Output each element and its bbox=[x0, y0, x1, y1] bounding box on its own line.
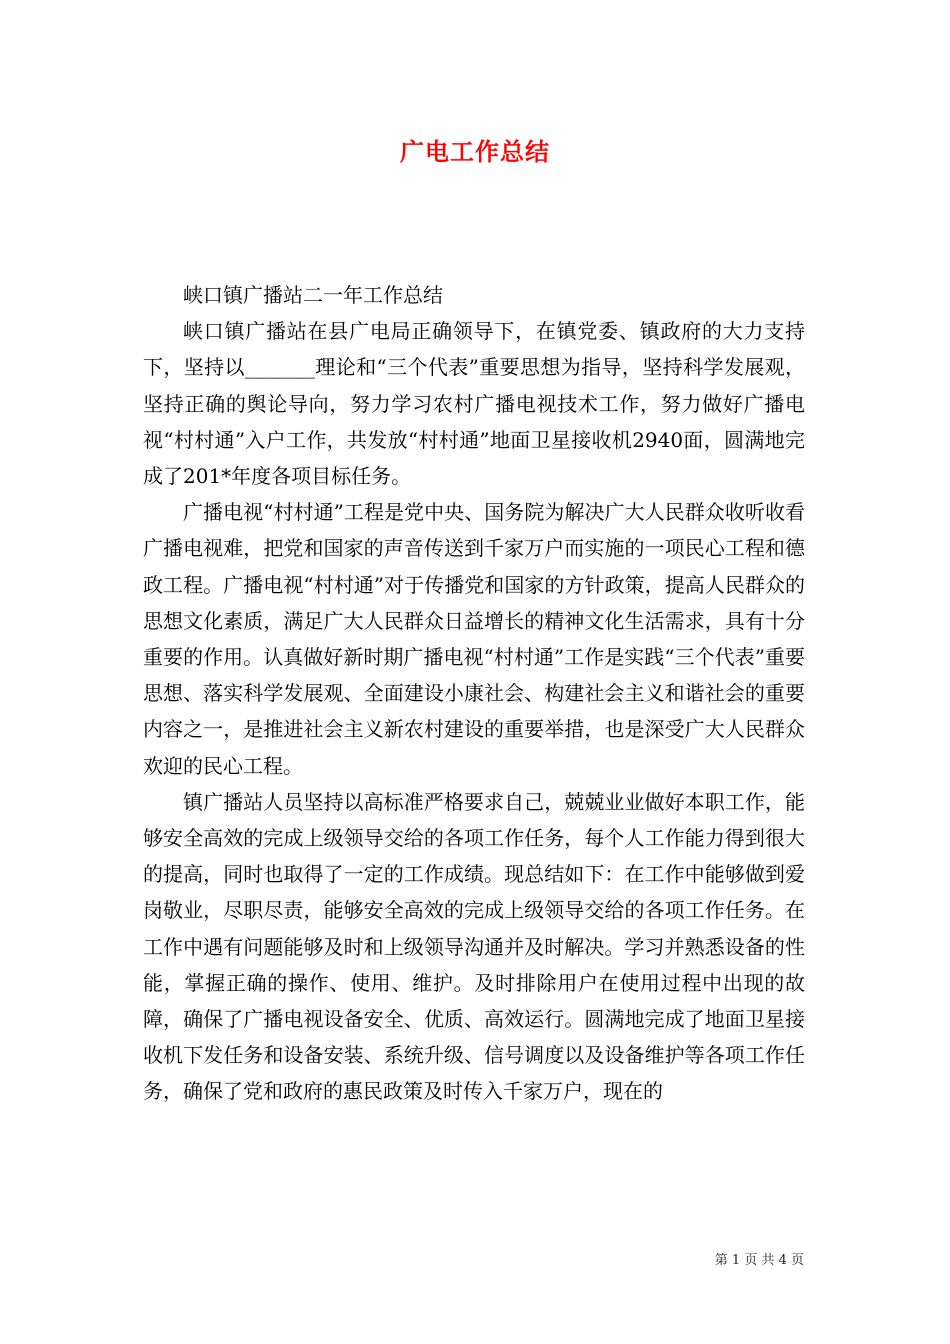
document-title: 广电工作总结 bbox=[400, 138, 550, 166]
paragraph-staff: 镇广播站人员坚持以高标准严格要求自己，兢兢业业做好本职工作，能够安全高效的完成上级领导交给的各项工作任务，每个人工作能力得到很大的提高，同时也取得了一定的工作成绩。现总结如下：在工作中能够做到爱岗敬业，尽职尽责，能够安全高效的完成上级领导交给的各项工作任务。在工作中遇有问题能够及时和上级领导沟通并及时解决。学习并熟悉设备的性能，掌握正确的操作、使用、维护。及时排除用户在使用过程中出现的故障，确保了广播电视设备安全、优质、高效运行。圆满地完成了地面卫星接收机下发任务和设备安装、系统升级、信号调度以及设备维护等各项工作任务，确保了党和政府的惠民政策及时传入千家万户，现在的 bbox=[143, 789, 805, 1104]
paragraph-project: 广播电视“村村通”工程是党中央、国务院为解决广大人民群众收听收看广播电视难，把党和国家的声音传送到千家万户而实施的一项民心工程和德政工程。广播电视“村村通”对于传播党和国家的方针政策，提高人民群众的思想文化素质，满足广大人民群众日益增长的精神文化生活需求，具有十分重要的作用。认真做好新时期广播电视“村村通”工作是实践“三个代表”重要思想、落实科学发展观、全面建设小康社会、构建社会主义和谐社会的重要内容之一，是推进社会主义新农村建设的重要举措，也是深受广大人民群众欢迎的民心工程。 bbox=[143, 500, 805, 778]
page-number: 第 1 页 共 4 页 bbox=[714, 1253, 804, 1268]
document-body bbox=[143, 277, 805, 1110]
section-heading: 峡口镇广播站二一年工作总结 bbox=[183, 283, 443, 307]
paragraph-intro: 峡口镇广播站在县广电局正确领导下，在镇党委、镇政府的大力支持下，坚持以_______理论和“三个代表”重要思想为指导，坚持科学发展观，坚持正确的舆论导向，努力学习农村广播电视技术工作，努力做好广播电视“村村通”入户工作，共发放“村村通”地面卫星接收机2940面，圆满地完成了201*年度各项目标任务。 bbox=[143, 319, 805, 489]
